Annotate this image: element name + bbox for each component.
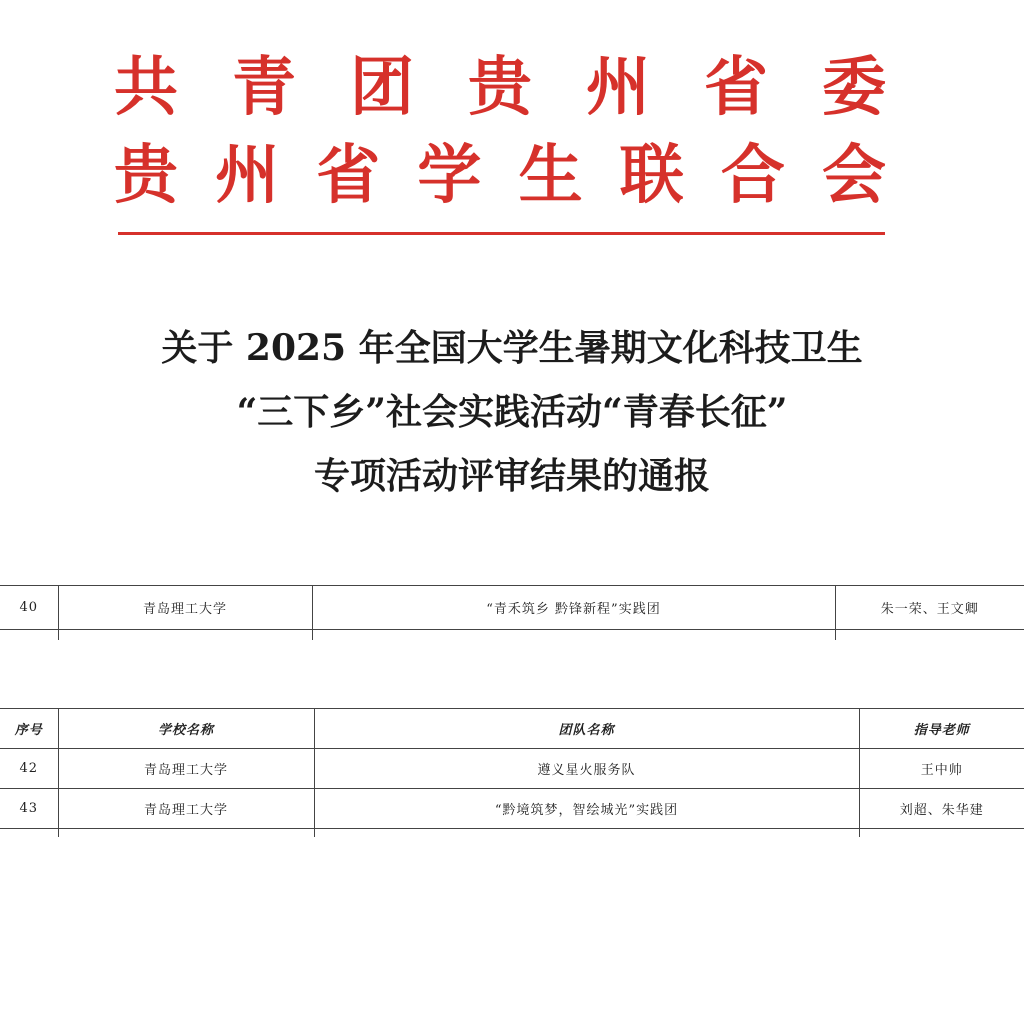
table-row <box>0 586 1024 630</box>
table-row-tail <box>0 630 1024 640</box>
org-char: 州 <box>215 138 280 213</box>
org-char: 学 <box>417 138 482 213</box>
cell-team: “青禾筑乡 黔锋新程”实践团 <box>312 586 835 630</box>
table-row-tail <box>0 829 1024 837</box>
cell-advisor: 王中帅 <box>859 749 1024 789</box>
org-char: 贵 <box>114 138 178 213</box>
cell-school: 青岛理工大学 <box>58 749 314 789</box>
cell-school: 青岛理工大学 <box>58 789 314 829</box>
cell-team: “黔境筑梦，智绘城光”实践团 <box>314 789 859 829</box>
table-header-row <box>0 709 1024 749</box>
cell-advisor: 刘超、朱华建 <box>859 789 1024 829</box>
cell-advisor: 朱一荣、王文卿 <box>835 586 1024 630</box>
org-name-line-1 <box>110 52 890 124</box>
results-table-fragment-b <box>0 708 1024 837</box>
org-char: 青 <box>232 50 296 125</box>
cell-no: 42 <box>0 749 58 789</box>
cell-no: 43 <box>0 789 58 829</box>
org-char: 共 <box>114 50 178 125</box>
header-school: 学校名称 <box>58 709 314 749</box>
org-char: 合 <box>720 138 785 213</box>
cell-team: 遵义星火服务队 <box>314 749 859 789</box>
header-advisor: 指导老师 <box>859 709 1024 749</box>
table-row <box>0 749 1024 789</box>
header-no: 序号 <box>0 709 58 749</box>
org-char: 联 <box>619 138 684 213</box>
document-title-line-3: 专项活动评审结果的通报 <box>313 455 710 497</box>
org-char: 省 <box>316 138 381 213</box>
cell-school: 青岛理工大学 <box>58 586 312 630</box>
org-char: 委 <box>822 50 886 125</box>
org-char: 会 <box>821 138 886 213</box>
org-name-line-2 <box>110 140 890 212</box>
org-char: 州 <box>586 50 650 125</box>
red-header-rule <box>118 232 885 235</box>
document-title-line-2: “三下乡”社会实践活动“青春长征” <box>236 391 788 433</box>
org-char: 省 <box>704 50 768 125</box>
cell-no: 40 <box>0 586 58 630</box>
org-char: 团 <box>350 50 414 125</box>
table-row <box>0 789 1024 829</box>
document-title-line-1: 关于 2025 年全国大学生暑期文化科技卫生 <box>161 327 863 369</box>
header-team: 团队名称 <box>314 709 859 749</box>
org-char: 贵 <box>468 50 532 125</box>
org-char: 生 <box>518 138 583 213</box>
results-table-fragment-a <box>0 585 1024 640</box>
